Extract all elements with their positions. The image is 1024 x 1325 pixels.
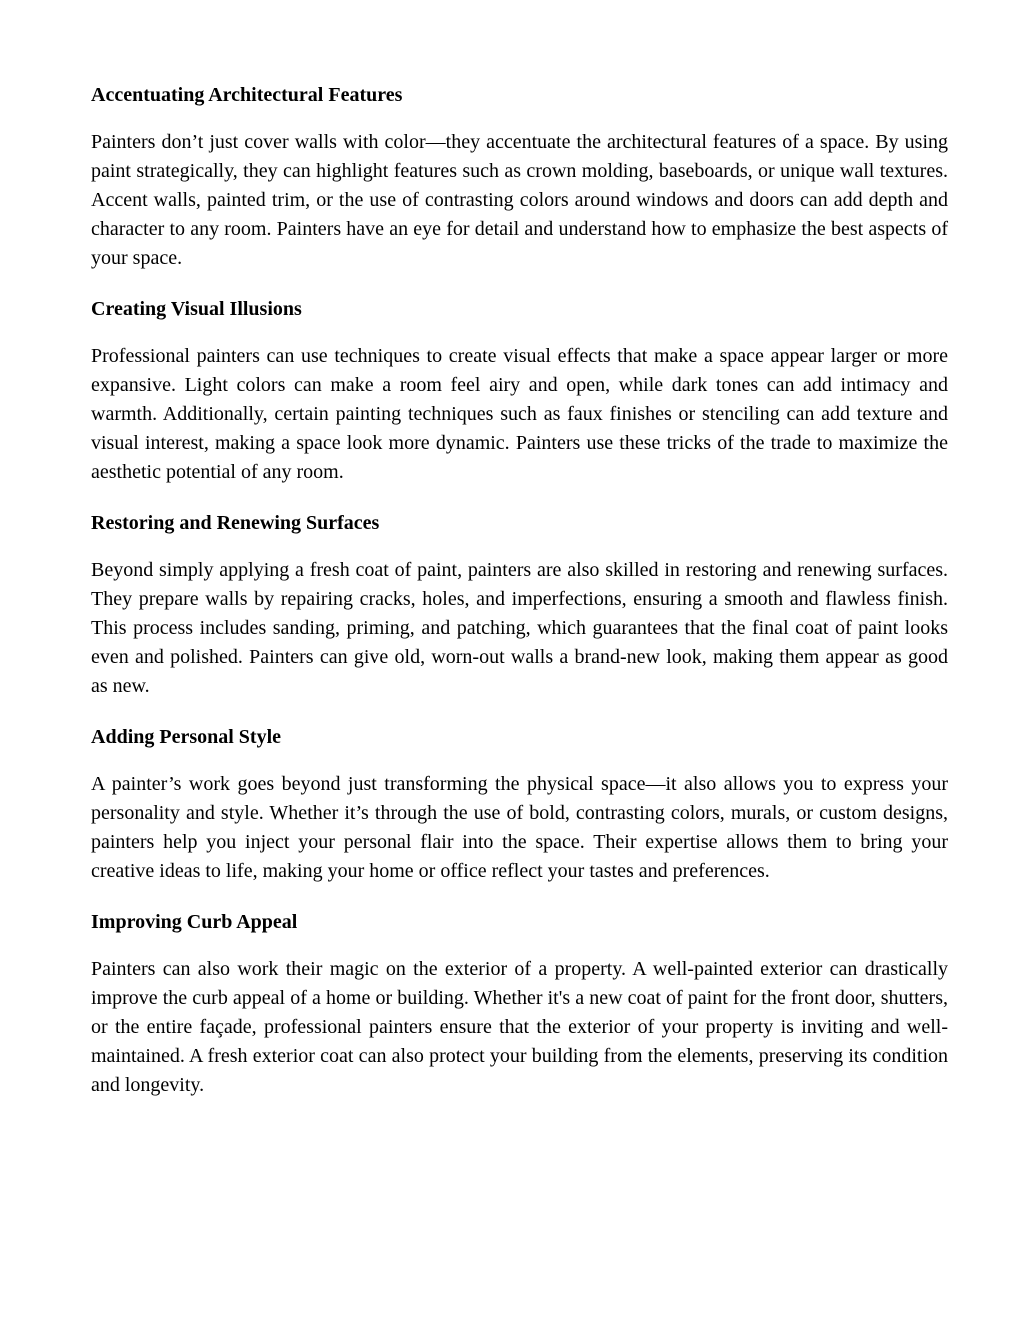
section-paragraph: Painters don’t just cover walls with color—they accentuate the architectural features of a space. By using paint strategically, they can highlight features such as crown molding, baseboards, or unique wall textures. Accent walls, painted trim, or the use of contrasting colors around windows and doors can add depth and character to any room. Painters have an eye for detail and understand how to emphasize the best aspects of your space. <box>91 131 948 269</box>
document-page <box>91 81 948 1100</box>
section-paragraph: Professional painters can use techniques to create visual effects that make a space appear larger or more expansive. Light colors can make a room feel airy and open, while dark tones can add intimacy and warmth. Additionally, certain painting techniques such as faux finishes or stenciling can add texture and visual interest, making a space look more dynamic. Painters use these tricks of the trade to maximize the aesthetic potential of any room. <box>91 345 948 483</box>
section-heading: Accentuating Architectural Features <box>91 84 403 106</box>
section-heading: Creating Visual Illusions <box>91 298 302 320</box>
section-restoring-surfaces <box>91 509 948 701</box>
section-curb-appeal <box>91 908 948 1100</box>
section-paragraph: Beyond simply applying a fresh coat of paint, painters are also skilled in restoring and renewing surfaces. They prepare walls by repairing cracks, holes, and imperfections, ensuring a smooth and flawless finish. This process includes sanding, priming, and patching, which guarantees that the final coat of paint looks even and polished. Painters can give old, worn-out walls a brand-new look, making them appear as good as new. <box>91 559 948 697</box>
section-visual-illusions <box>91 295 948 487</box>
section-architectural-features <box>91 81 948 273</box>
section-heading: Restoring and Renewing Surfaces <box>91 512 380 534</box>
section-paragraph: A painter’s work goes beyond just transforming the physical space—it also allows you to express your personality and style. Whether it’s through the use of bold, contrasting colors, murals, or custom designs, painters help you inject your personal flair into the space. Their expertise allows them to bring your creative ideas to life, making your home or office reflect your tastes and preferences. <box>91 773 948 882</box>
section-heading: Improving Curb Appeal <box>91 911 298 933</box>
section-heading: Adding Personal Style <box>91 726 282 748</box>
section-paragraph: Painters can also work their magic on the exterior of a property. A well-painted exterior can drastically improve the curb appeal of a home or building. Whether it's a new coat of paint for the front door, shutters, or the entire façade, professional painters ensure that the exterior of your property is inviting and well-maintained. A fresh exterior coat can also protect your building from the elements, preserving its condition and longevity. <box>91 958 948 1096</box>
section-personal-style <box>91 723 948 886</box>
